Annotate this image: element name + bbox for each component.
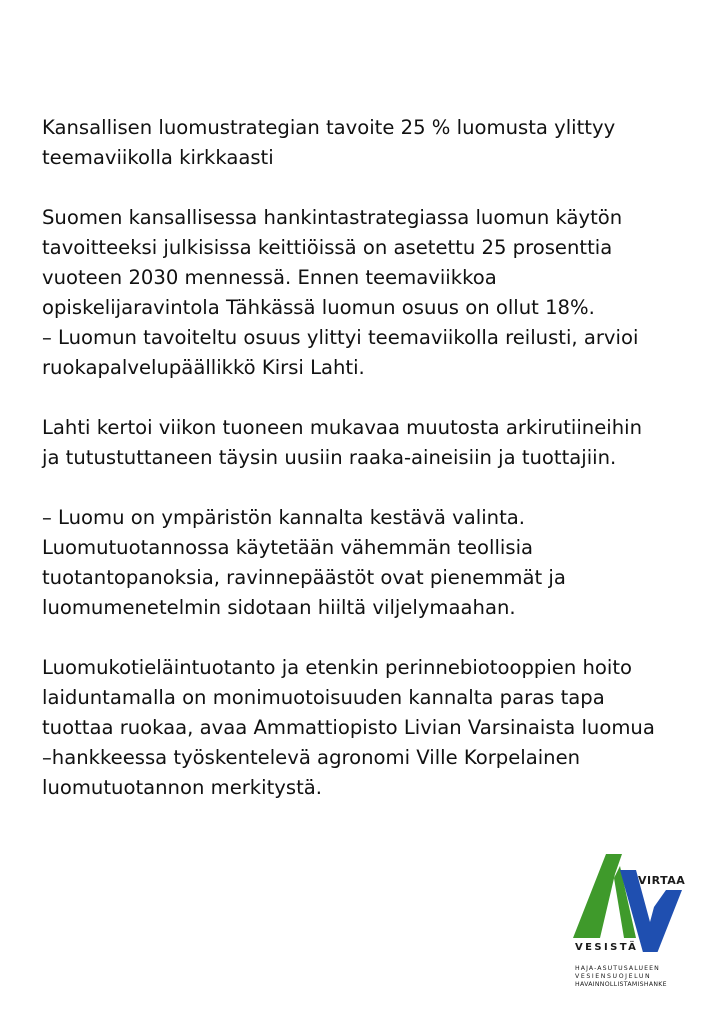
paragraph-livestock xyxy=(42,653,692,803)
text-line: ja tutustuttaneen täysin uusiin raaka-aineisiin ja tuottajiin. xyxy=(42,446,617,469)
text-line: Suomen kansallisessa hankintastrategiassa luomun käytön xyxy=(42,206,623,229)
text-line: tuottaa ruokaa, avaa Ammattiopisto Livian Varsinaista luomua xyxy=(42,716,655,739)
text-line: Luomukotieläintuotanto ja etenkin perinnebiotooppien hoito xyxy=(42,656,632,679)
article-heading xyxy=(42,113,692,173)
text-line: ruokapalvelupäällikkö Kirsi Lahti. xyxy=(42,356,365,379)
virtaa-vesista-logo xyxy=(570,852,690,992)
logo-word-virtaa: VIRTAA xyxy=(638,874,686,887)
text-line: luomumenetelmin sidotaan hiiltä viljelymaahan. xyxy=(42,596,516,619)
logo-subtitle-line: HAJA-ASUTUSALUEEN xyxy=(575,965,660,972)
logo-subtitle-line: VESIENSUOJELUN xyxy=(575,973,652,980)
paragraph-routines xyxy=(42,413,692,473)
text-line: vuoteen 2030 mennessä. Ennen teemaviikkoa xyxy=(42,266,497,289)
logo-word-vesista: VESISTÄ xyxy=(575,942,639,953)
text-line: Luomutuotannossa käytetään vähemmän teollisia xyxy=(42,536,534,559)
text-line: opiskelijaravintola Tähkässä luomun osuus on ollut 18%. xyxy=(42,296,595,319)
text-line: luomutuotannon merkitystä. xyxy=(42,776,322,799)
text-line: Lahti kertoi viikon tuoneen mukavaa muutosta arkirutiineihin xyxy=(42,416,642,439)
article-body xyxy=(42,113,692,833)
text-line: Kansallisen luomustrategian tavoite 25 % luomusta ylittyy xyxy=(42,116,616,139)
text-line: laiduntamalla on monimuotoisuuden kannalta paras tapa xyxy=(42,686,605,709)
logo-green-a-shape xyxy=(573,854,622,938)
text-line: tavoitteeksi julkisissa keittiöissä on asetettu 25 prosenttia xyxy=(42,236,613,259)
paragraph-environment xyxy=(42,503,692,623)
logo-subtitle-line: HAVAINNOLLISTAMISHANKE xyxy=(575,981,667,988)
text-line: tuotantopanoksia, ravinnepäästöt ovat pienemmät ja xyxy=(42,566,566,589)
paragraph-strategy xyxy=(42,203,692,383)
text-line: – Luomu on ympäristön kannalta kestävä valinta. xyxy=(42,506,525,529)
text-line: – Luomun tavoiteltu osuus ylittyi teemaviikolla reilusti, arvioi xyxy=(42,326,639,349)
text-line: –hankkeessa työskentelevä agronomi Ville Korpelainen xyxy=(42,746,581,769)
text-line: teemaviikolla kirkkaasti xyxy=(42,146,274,169)
av-letters-icon xyxy=(570,852,690,952)
